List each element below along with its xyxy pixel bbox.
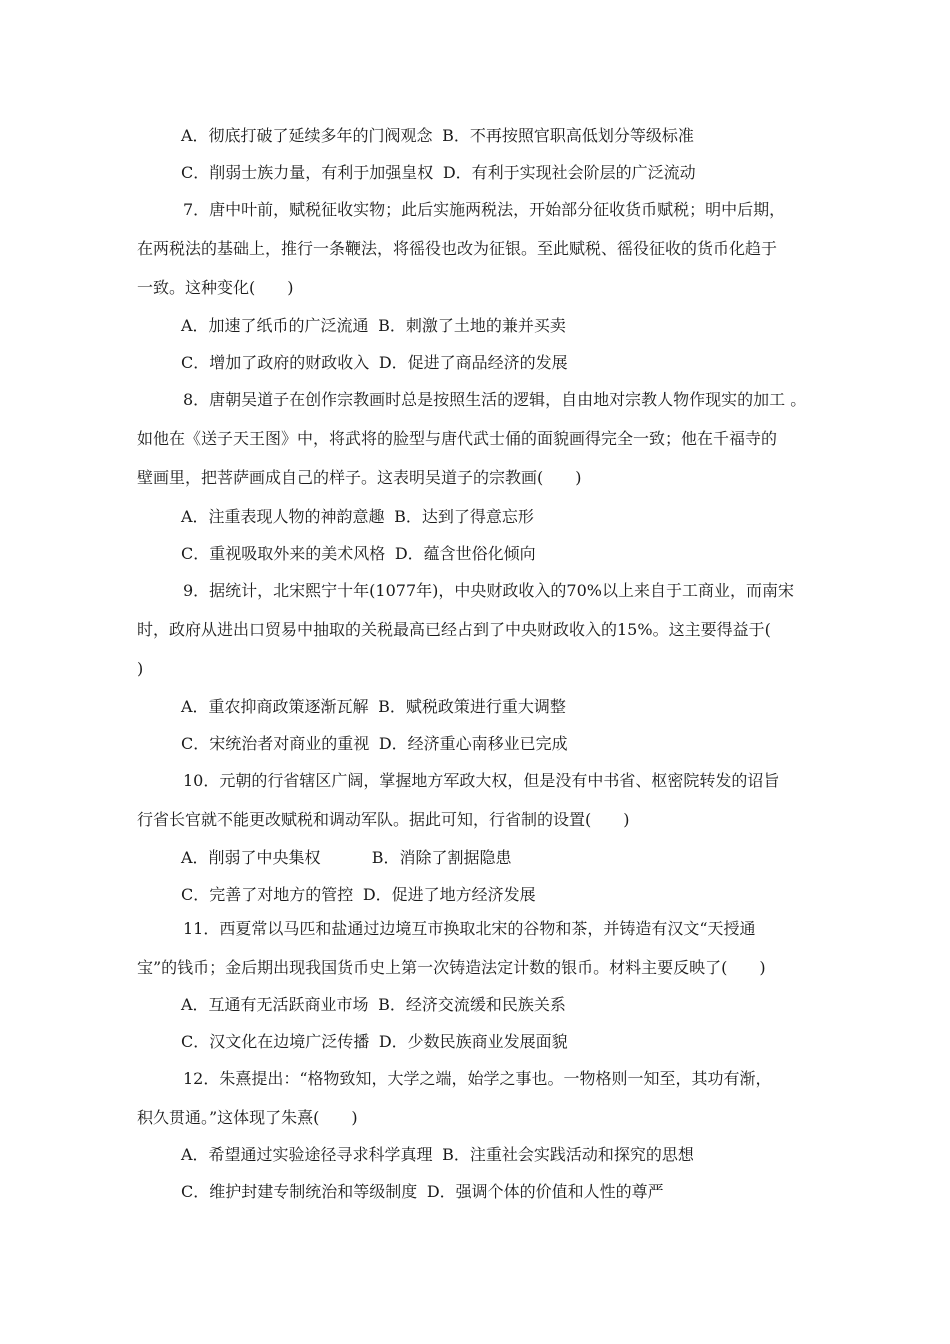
q7-stem-line-3: 一致。这种变化( ) (137, 278, 294, 297)
q9-options-row-2 (181, 734, 568, 754)
q8-option-d: D．蕴含世俗化倾向 (394, 544, 536, 563)
q10-options-row-1 (181, 848, 512, 868)
q7-stem-line-2: 在两税法的基础上，推行一条鞭法，将徭役也改为征银。至此赋税、徭役征收的货币化趋于 (137, 239, 778, 258)
q11-stem-line-1: 11．西夏常以马匹和盐通过边境互市换取北宋的谷物和茶，并铸造有汉文“天授通 (183, 919, 756, 938)
q9-stem-line-1: 9．据统计，北宋熙宁十年(1077年)，中央财政收入的70%以上来自于工商业，而南宋 (183, 581, 794, 600)
q9-option-a: A．重农抑商政策逐渐瓦解 (181, 697, 369, 716)
q10-option-a: A．削弱了中央集权 (181, 848, 321, 867)
q9-option-c: C．宋统治者对商业的重视 (181, 734, 370, 753)
q9-option-b: B．赋税政策进行重大调整 (378, 697, 566, 716)
q6-option-c: C．削弱士族力量，有利于加强皇权 (181, 163, 434, 182)
q8-stem-line-3: 壁画里，把菩萨画成自己的样子。这表明吴道子的宗教画( ) (137, 468, 582, 487)
q12-option-b: B．注重社会实践活动和探究的思想 (442, 1145, 694, 1164)
q11-option-a: A．互通有无活跃商业市场 (181, 995, 369, 1014)
q12-options-row-1 (181, 1145, 694, 1165)
q11-options-row-2 (181, 1032, 568, 1052)
q7-stem-line-1: 7．唐中叶前，赋税征收实物；此后实施两税法，开始部分征收货币赋税；明中后期， (183, 200, 786, 219)
q7-option-a: A．加速了纸币的广泛流通 (181, 316, 369, 335)
q12-option-d: D．强调个体的价值和人性的尊严 (426, 1182, 664, 1201)
q12-stem-line-2: 积久贯通。”这体现了朱熹( ) (137, 1108, 358, 1127)
q8-option-b: B．达到了得意忘形 (394, 507, 534, 526)
q12-option-c: C．维护封建专制统治和等级制度 (181, 1182, 418, 1201)
q9-option-d: D．经济重心南移业已完成 (378, 734, 568, 753)
q10-option-c: C．完善了对地方的管控 (181, 885, 354, 904)
q7-options-row-1 (181, 316, 566, 336)
q11-option-b: B．经济交流缓和民族关系 (378, 995, 566, 1014)
q8-options-row-1 (181, 507, 534, 527)
q6-option-b: B．不再按照官职高低划分等级标准 (442, 126, 694, 145)
q10-option-b: B．消除了割据隐患 (371, 848, 512, 867)
q10-stem-line-2: 行省长官就不能更改赋税和调动军队。据此可知，行省制的设置( ) (137, 810, 630, 829)
q9-stem-line-3: ) (137, 659, 144, 678)
q8-option-a: A．注重表现人物的神韵意趣 (181, 507, 385, 526)
q8-stem-line-1: 8．唐朝吴道子在创作宗教画时总是按照生活的逻辑，自由地对宗教人物作现实的加工 。 (183, 390, 807, 409)
q10-option-d: D．促进了地方经济发展 (362, 885, 536, 904)
q9-options-row-1 (181, 697, 566, 717)
q6-options-row-2 (181, 163, 696, 183)
q11-stem-line-2: 宝”的钱币；金后期出现我国货币史上第一次铸造法定计数的银币。材料主要反映了( ) (137, 958, 766, 977)
q10-stem-line-1: 10．元朝的行省辖区广阔，掌握地方军政大权，但是没有中书省、枢密院转发的诏旨 (183, 771, 780, 790)
q12-option-a: A．希望通过实验途径寻求科学真理 (181, 1145, 433, 1164)
q10-options-row-2 (181, 885, 536, 905)
q7-option-c: C．增加了政府的财政收入 (181, 353, 370, 372)
q8-option-c: C．重视吸取外来的美术风格 (181, 544, 386, 563)
q7-option-d: D．促进了商品经济的发展 (378, 353, 568, 372)
q11-option-d: D．少数民族商业发展面貌 (378, 1032, 568, 1051)
q12-stem-line-1: 12．朱熹提出：“格物致知，大学之端，始学之事也。一物格则一知至，其功有渐， (183, 1069, 772, 1088)
q11-option-c: C．汉文化在边境广泛传播 (181, 1032, 370, 1051)
q7-option-b: B．刺激了土地的兼并买卖 (378, 316, 566, 335)
q6-option-d: D．有利于实现社会阶层的广泛流动 (442, 163, 696, 182)
q7-options-row-2 (181, 353, 568, 373)
q8-options-row-2 (181, 544, 536, 564)
q12-options-row-2 (181, 1182, 664, 1202)
q8-stem-line-2: 如他在《送子天王图》中，将武将的脸型与唐代武士俑的面貌画得完全一致；他在千福寺的 (137, 429, 778, 448)
q11-options-row-1 (181, 995, 566, 1015)
q6-options-row-1 (181, 126, 694, 146)
q9-stem-line-2: 时，政府从进出口贸易中抽取的关税最高已经占到了中央财政收入的15%。这主要得益于( (137, 620, 771, 639)
q6-option-a: A．彻底打破了延续多年的门阀观念 (181, 126, 433, 145)
